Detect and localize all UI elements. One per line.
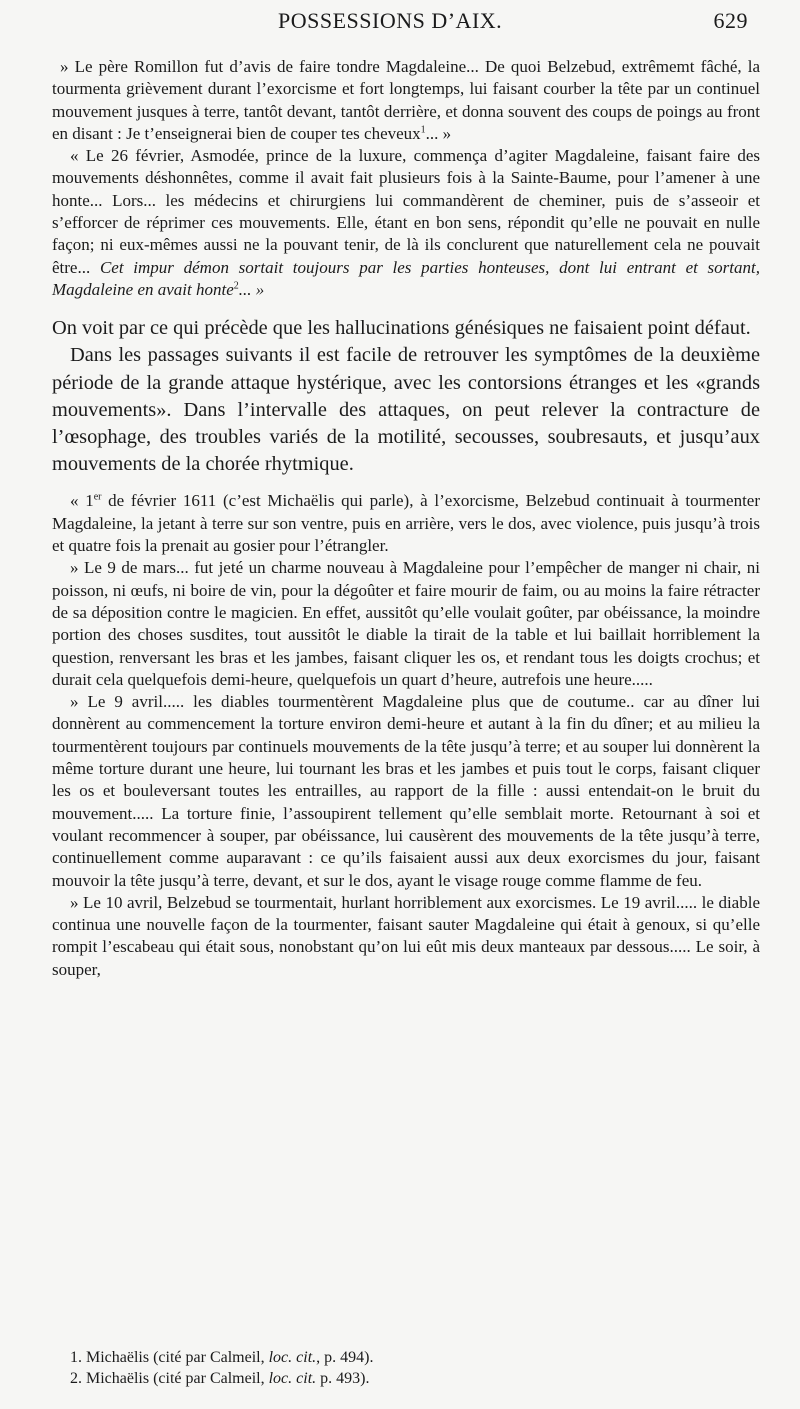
- page-header: [40, 8, 760, 34]
- main-paragraph: On voit par ce qui précède que les hallucinations génésiques ne faisaient point défaut.: [52, 317, 751, 340]
- main-paragraph: Dans les passages suivants il est facile de retrouver les symptômes de la deuxième période de la grande attaque hystérique, avec les contorsions étranges et les «grands mouvements». Dans l’intervalle des attaques, on peut relever la contracture de l’œsophage, des troubles variés de la motilité, secousses, soubresauts, et jusqu’aux mouvements de la chorée rhytmique.: [52, 344, 760, 476]
- page-number: 629: [713, 8, 748, 33]
- italic-passage: Cet impur démon sortait toujours par les parties honteuses, dont lui entrant et sortant, Magdaleine en avait honte: [52, 257, 760, 299]
- quote-paragraph: » Le 9 de mars... fut jeté un charme nouveau à Magdaleine pour l’empêcher de manger ni chair, ni poisson, ni œufs, ni boire de vin, pour la dégoûter et faire mourir de faim, ou au moins la faire rétracter de sa déposition contre le magicien. En effet, aussitôt qu’elle voulait goûter, par obéissance, la moindre portion des choses susdites, tout aussitôt le diable la tirait de la table et lui baillait horriblement la question, renversant les bras et les jambes, faisant cliquer les os, et rendant tous les doigts crochus; et durait cela quelquefois demi-heure, quelquefois un quart d’heure, autrefois une heure.....: [52, 558, 760, 689]
- running-title: POSSESSIONS D’AIX.: [278, 8, 503, 33]
- quote-paragraph: » Le père Romillon fut d’avis de faire tondre Magdaleine... De quoi Belzebud, extrêmemt fâché, la tourmenta grièvement durant l’exorcisme et fort longtemps, lui faisant courber la tête par un continuel mouvement jusques à terre, tantôt devant, tantôt derrière, et donna souvent des coups de poings au front en disant : Je t’enseignerai bien de couper tes cheveux$^1$... »: [52, 57, 760, 143]
- footnotes: [70, 1347, 750, 1389]
- quote-paragraph: » Le 10 avril, Belzebud se tourmentait, hurlant horriblement aux exorcismes. Le 19 avril..... le diable continua une nouvelle façon de la tourmenter, faisant sauter Magdaleine qui était à genoux, si qu’elle rompit l’escabeau qui était sous, nonobstant qu’on lui eût mis deux manteaux par dessous..... Le soir, à souper,: [52, 892, 760, 979]
- quote-paragraph: « 1er de février 1611 (c’est Michaëlis qui parle), à l’exorcisme, Belzebud continuait à tourmenter Magdaleine, la jetant à terre sur son ventre, puis en arrière, vers le dos, avec violence, puis jusqu’à trois et quatre fois la prenait au gosier pour l’étrangler.: [52, 491, 760, 556]
- quote-paragraph: » Le 9 avril..... les diables tourmentèrent Magdaleine plus que de coutume.. car au dîner lui donnèrent au commencement la torture environ demi-heure et autant à la fin du dîner; et au milieu la tourmentèrent toujours par continuels mouvements de la tête jusqu’à terre; et au souper lui donnèrent la même torture durant une heure, lui tournant les bras et les jambes et puis tout le corps, faisant cliquer les os et bouleversant toutes les entrailles, au rapport de la fille : aussi entendait-on le bruit du mouvement..... La torture finie, l’assoupirent tellement qu’elle semblait morte. Retournant à soi et voulant recommencer à souper, par obéissance, lui causèrent des mouvements de la tête jusqu’à terre, continuellement comme auparavant : ce qu’ils faisaient aussi aux deux exorcismes du jour, faisant mouvoir la tête jusqu’à terre, devant, et sur le dos, ayant le visage rouge comme flamme de feu.: [52, 692, 760, 890]
- footnote-1: 1. Michaëlis (cité par Calmeil, loc. cit., p. 494).: [70, 1349, 374, 1366]
- quote-paragraph: « Le 26 février, Asmodée, prince de la luxure, commença d’agiter Magdaleine, faisant faire des mouvements déshonnêtes, comme il avait fait plusieurs fois à la Sainte-Baume, pour l’amener à une honte... Lors... les médecins et chirurgiens lui commandèrent de cheminer, puis de s’asseoir et s’efforcer de réprimer ces mouvements. Elle, étant en bon sens, répondit qu’elle ne pouvait en nulle façon; ni eux-mêmes aussi ne la pouvant tenir, de là ils conclurent que naturellement cela ne pouvait être... Cet impur démon sortait toujours par les parties honteuses, dont lui entrant et sortant, Magdaleine en avait honte$^2$... »: [52, 146, 760, 299]
- footnote-2: 2. Michaëlis (cité par Calmeil, loc. cit. p. 493).: [70, 1370, 370, 1387]
- footnote-ref: 2: [233, 280, 239, 292]
- quote-block-2: [52, 490, 760, 981]
- footnote-ref: 1: [420, 124, 426, 136]
- main-text: [52, 315, 760, 478]
- quote-block-1: [52, 56, 760, 301]
- page-body: [52, 56, 760, 981]
